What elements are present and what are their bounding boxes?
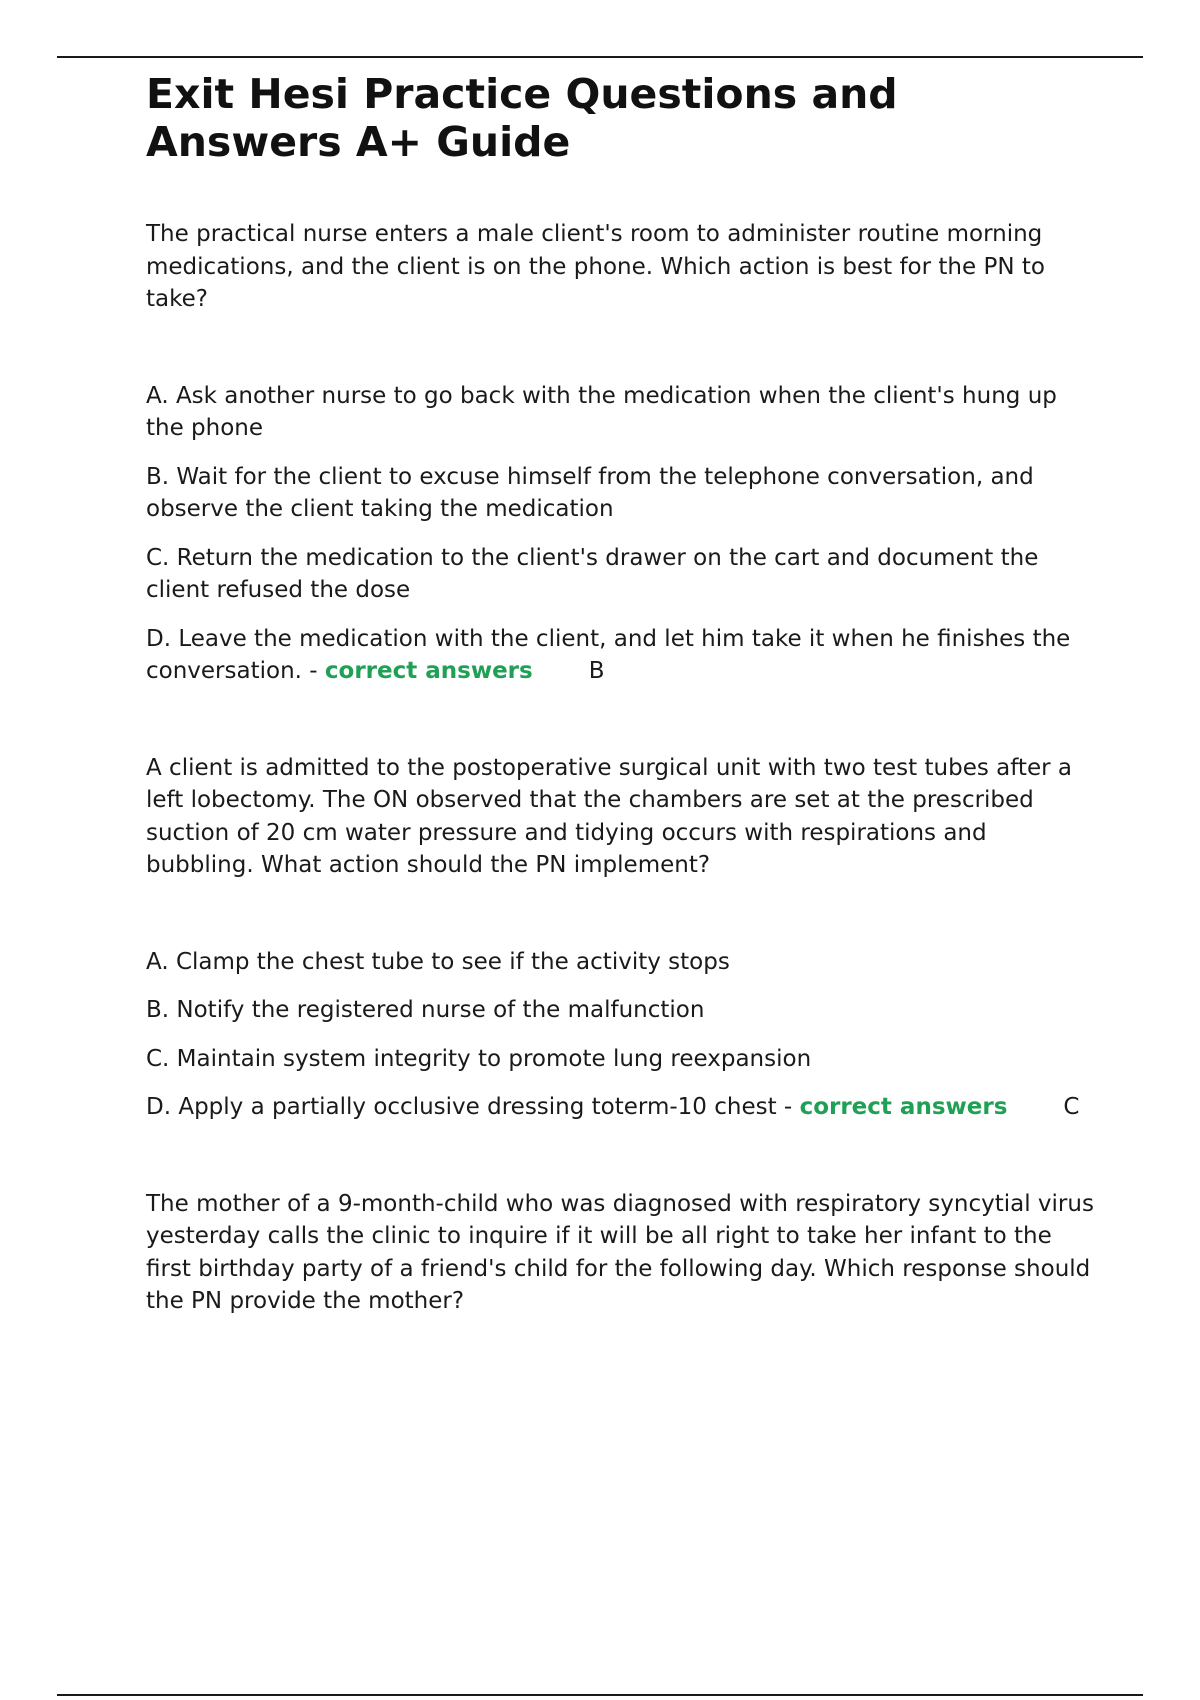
document-body xyxy=(146,70,1096,1382)
question-block xyxy=(146,752,1096,1124)
option-d xyxy=(146,623,1096,688)
option-c: C. Maintain system integrity to promote lung reexpansion xyxy=(146,1045,812,1072)
document-title: Exit Hesi Practice Questions and Answers A+ Guide xyxy=(146,70,898,166)
option-list xyxy=(146,380,1096,688)
top-rule xyxy=(57,56,1143,58)
option-c: C. Return the medication to the client's drawer on the cart and document the client refused the dose xyxy=(146,544,1039,603)
question-text: The mother of a 9-month-child who was diagnosed with respiratory syncytial virus yesterday calls the clinic to inquire if it will be all right to take her infant to the first birthday party of a friend's child for the following day. Which response should the PN provide the mother? xyxy=(146,1190,1094,1314)
option-d-text: D. Leave the medication with the client, and let him take it when he finishes the conversation. - xyxy=(146,625,1071,684)
question-block xyxy=(146,1188,1096,1318)
correct-answers-label: correct answers xyxy=(799,1094,1008,1120)
option-b: B. Wait for the client to excuse himself from the telephone conversation, and observe the client taking the medication xyxy=(146,463,1034,522)
option-list xyxy=(146,946,1096,1124)
option-b: B. Notify the registered nurse of the malfunction xyxy=(146,997,705,1023)
answer-letter: B xyxy=(588,658,605,684)
correct-answers-label: correct answers xyxy=(324,658,533,684)
option-d xyxy=(146,1091,1096,1124)
option-a: A. Clamp the chest tube to see if the activity stops xyxy=(146,948,730,975)
option-d-text: D. Apply a partially occlusive dressing toterm-10 chest - xyxy=(146,1094,793,1120)
question-block xyxy=(146,218,1096,688)
option-a: A. Ask another nurse to go back with the medication when the client's hung up the phone xyxy=(146,382,1057,441)
bottom-rule xyxy=(57,1694,1143,1696)
question-text: A client is admitted to the postoperative surgical unit with two test tubes after a left lobectomy. The ON observed that the chambers are set at the prescribed suction of 20 cm water pressure and tidying occurs with respirations and bubbling. What action should the PN implement? xyxy=(146,754,1072,878)
answer-letter: C xyxy=(1063,1094,1080,1120)
question-text: The practical nurse enters a male client's room to administer routine morning medications, and the client is on the phone. Which action is best for the PN to take? xyxy=(146,221,1045,312)
